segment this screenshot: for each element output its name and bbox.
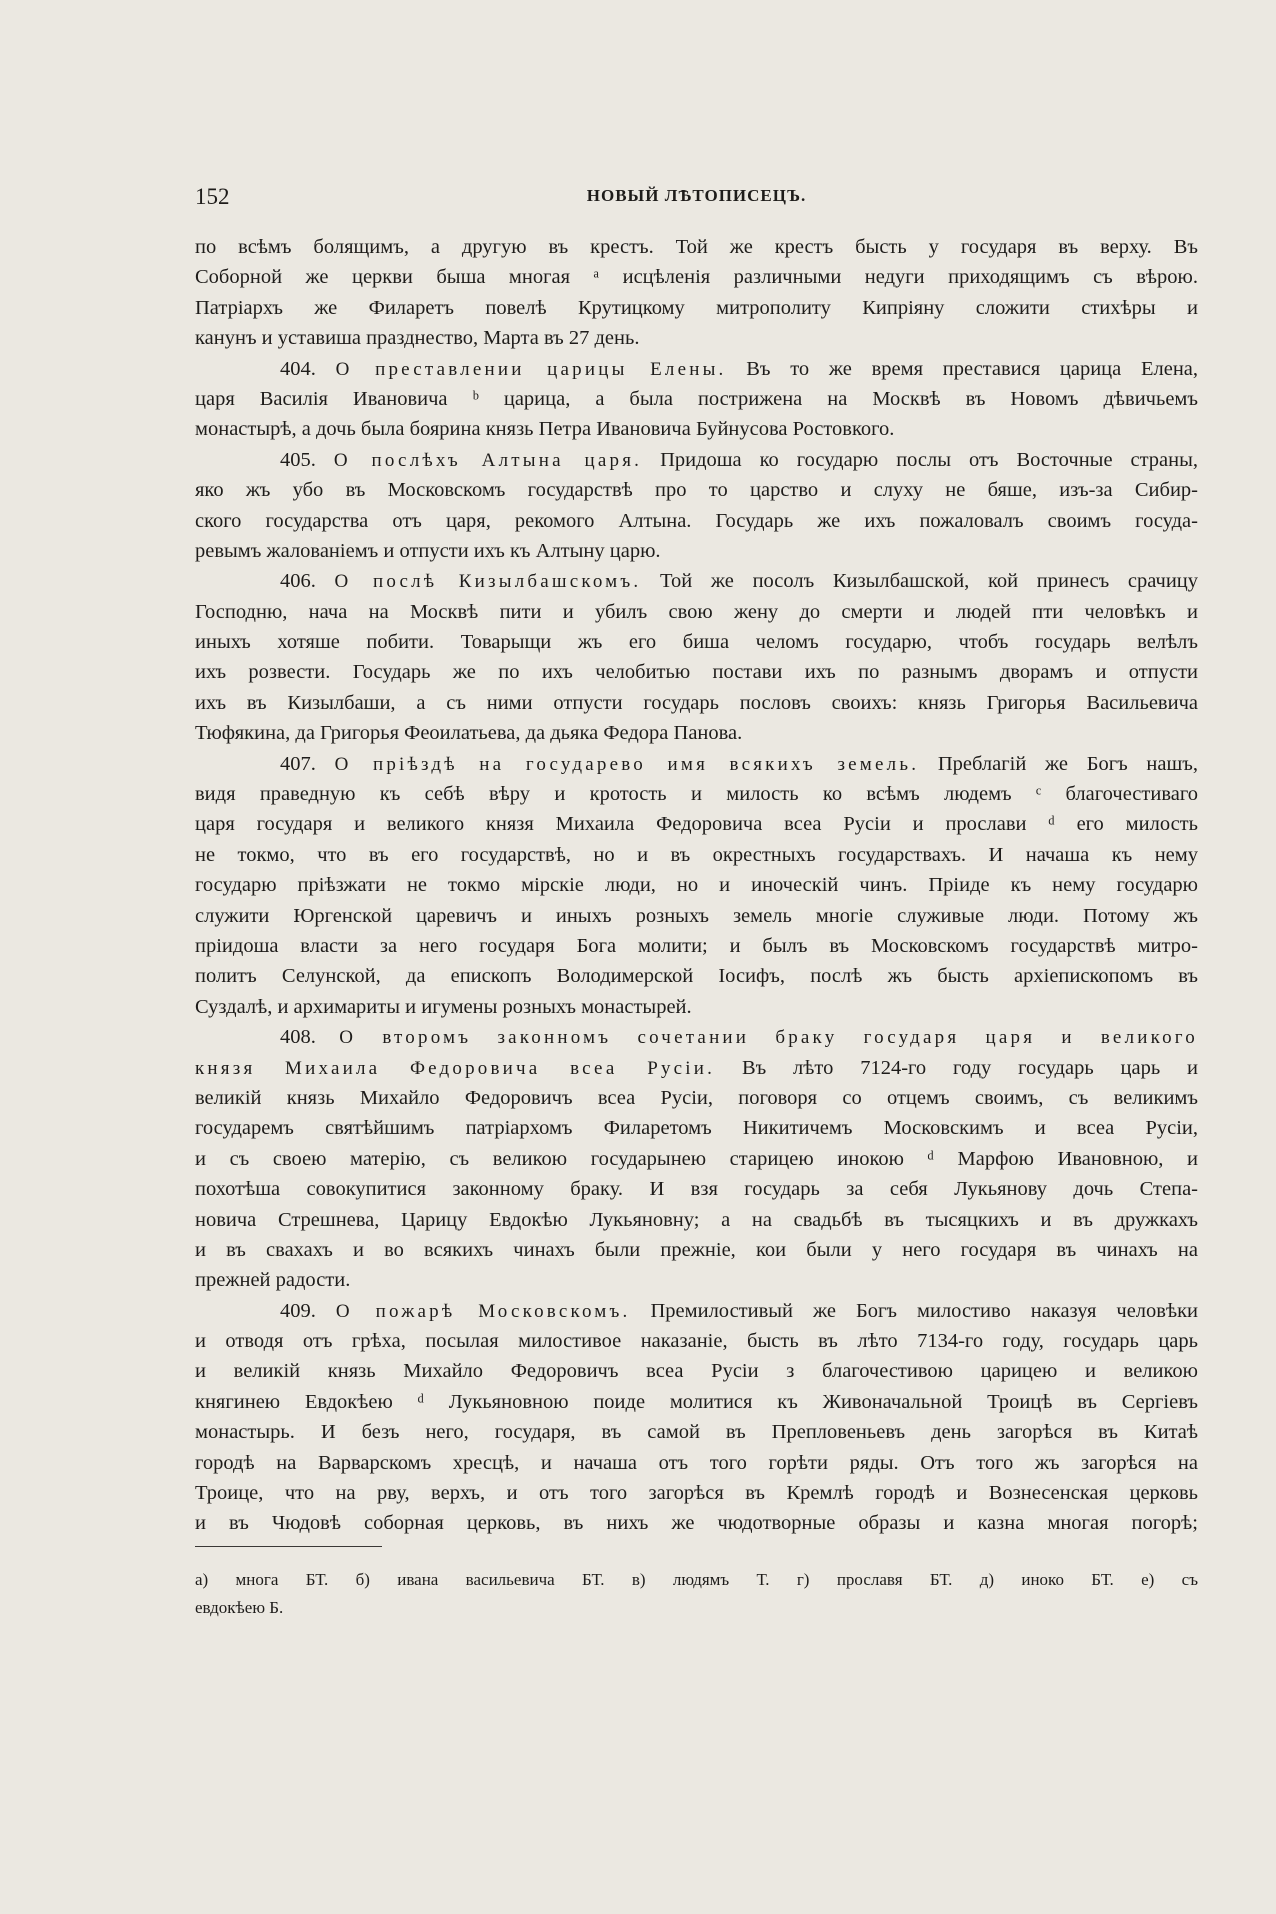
text-line: ского государства отъ царя, рекомого Алтына. Государь же ихъ пожаловалъ своимъ госуда- [195,509,1198,532]
text-line: и великій князь Михайло Федоровичъ всеа Русіи з благочестивою царицею и великою [195,1360,1198,1383]
text-line: новича Стрешнева, Царицу Евдокѣю Лукьяновну; а на свадьбѣ въ тысяцкихъ и въ дружкахъ [195,1208,1198,1231]
entry-number: 409. [280,1299,316,1322]
text-line: политъ Селунской, да епископъ Володимерской Iосифъ, послѣ жъ бысть архіепископомъ въ [195,965,1198,988]
entry-number: 406. [280,570,316,593]
entry-number: 404. [280,357,316,380]
footnotes [195,1566,1198,1622]
entry-first-line [195,749,1198,779]
text-line: монастырь. И безъ него, государя, въ самой въ Препловеньевъ день загорѣся въ Китаѣ [195,1421,1198,1444]
entry-text: Въ лѣто 7124-го году государь царь и [741,1056,1198,1079]
text-line: Троице, что на рву, верхъ, и отъ того загорѣся въ Кремлѣ городѣ и Вознесенская церковь [195,1482,1198,1505]
entry-heading: О преставлении царицы Елены. [335,358,727,380]
body-text [195,232,1198,1539]
text-line: по всѣмъ болящимъ, а другую въ крестъ. Той же крестъ бысть у государя въ верху. Въ [195,236,1198,258]
text-line: Патріархъ же Филаретъ повелѣ Крутицкому митрополиту Кипріяну сложити стихѣры и [195,296,1198,319]
entry-second-line [195,1053,1198,1083]
entry-heading: О послѣхъ Алтына царя. [333,449,643,471]
text-line: Суздалѣ, и архимариты и игумены розныхъ монастырей. [195,995,692,1018]
text-line: прежней радости. [195,1269,351,1292]
text-line: служити Юргенской царевичъ и иныхъ розныхъ земель многіе служивые люди. Потому жъ [195,904,1198,927]
entry-text: Въ то же время преставися царица Елена, [746,357,1199,380]
text-line: государю пріѣзжати не токмо мірскіе люди, но и иноческій чинъ. Пріиде къ нему государю [195,874,1198,897]
entry-first-line [195,1296,1198,1326]
entry-first-line [195,566,1198,596]
entry-text: Придоша ко государю послы отъ Восточные страны, [660,448,1199,471]
text-line: ревымъ жалованіемъ и отпусти ихъ къ Алтыну царю. [195,539,661,562]
entry-text: Премилостивый же Богъ милостиво наказуя человѣки [650,1299,1199,1322]
entry-heading-continued: князя Михаила Федоровича всеа Русіи. [195,1057,716,1079]
text-line: канунъ и уставиша празднество, Марта въ 27 день. [195,327,640,350]
page-number: 152 [195,184,230,209]
text-line: не токмо, что въ его государствѣ, но и въ окрестныхъ государствахъ. И начаша къ нему [195,843,1198,866]
text-line: монастырѣ, а дочь была боярина князь Петра Ивановича Буйнусова Ростовкого. [195,418,895,441]
entry-heading: О послѣ Кизылбашскомъ. [334,571,642,593]
text-line: иныхъ хотяше побити. Товарыщи жъ его биша челомъ государю, чтобъ государь велѣлъ [195,631,1198,654]
text-line: и въ Чюдовѣ соборная церковь, въ нихъ же чюдотворные образы и казна многая погорѣ; [195,1512,1198,1535]
text-line: ихъ розвести. Государь же по ихъ челобитью постави ихъ по разнымъ дворамъ и отпусти [195,661,1198,684]
text-line: и въ свахахъ и во всякихъ чинахъ были прежніе, кои были у него государя въ чинахъ на [195,1238,1198,1261]
text-line: великій князь Михайло Федоровичъ всеа Русіи, поговоря со отцемъ своимъ, съ великимъ [195,1086,1198,1109]
footnote-line: а) многа БТ. б) ивана васильевича БТ. в) людямъ Т. г) прославя БТ. д) иноко БТ. е) съ [195,1570,1198,1589]
text-line: городѣ на Варварскомъ хресцѣ, и начаша отъ того горѣти ряды. Отъ того жъ загорѣся на [195,1451,1198,1474]
page-header [195,184,1198,214]
text-line: Господню, нача на Москвѣ пити и убилъ свою жену до смерти и людей пти человѣкъ и [195,600,1198,623]
entry-first-line [195,1022,1198,1052]
text-line: видя праведную къ себѣ вѣру и кротость и милость ко всѣмъ людемъ ᶜ благочестиваго [195,783,1198,806]
entry-first-line [195,354,1198,384]
entry-heading: О второмъ законномъ сочетании браку государя царя и великого [339,1027,1198,1049]
entry-number: 408. [280,1026,316,1049]
entry-number: 405. [280,448,316,471]
text-line: государемъ святѣйшимъ патріархомъ Филаретомъ Никитичемъ Московскимъ и всеа Русіи, [195,1117,1198,1140]
entry-heading: О пожарѣ Московскомъ. [335,1300,631,1322]
entry-text: Той же посолъ Кизылбашской, кой принесъ срачицу [660,570,1199,593]
text-line: Соборной же церкви быша многая ᵃ исцѣленія различными недуги приходящимъ съ вѣрою. [195,266,1198,289]
entry-text: Преблагій же Богъ нашъ, [937,752,1198,775]
text-line: похотѣша совокупитися законному браку. И взя государь за себя Лукьянову дочь Степа- [195,1178,1198,1201]
text-line: Тюфякина, да Григорья Феоилатьева, да дьяка Федора Панова. [195,722,743,745]
footnote-line: евдокѣею Б. [195,1598,284,1617]
entry-number: 407. [280,752,316,775]
footnote-divider [195,1546,382,1547]
entry-first-line [195,445,1198,475]
text-line: царя государя и великого князя Михаила Федоровича всеа Русіи и прослави ᵈ его милость [195,813,1198,836]
text-line: княгинею Евдокѣею ᵈ Лукьяновною поиде молитися къ Живоначальной Троицѣ въ Сергіевъ [195,1390,1198,1413]
text-line: и съ своею матерію, съ великою государынею старицею инокою ᵈ Марфою Ивановною, и [195,1147,1198,1170]
text-line: яко жъ убо въ Московскомъ государствѣ про то царство и слуху не бяше, изъ-за Сибир- [195,479,1198,502]
text-line: ихъ въ Кизылбаши, а съ ними отпусти государь пословъ своихъ: князь Григорья Васильевича [195,691,1198,714]
text-line: пріидоша власти за него государя Бога молити; и былъ въ Московскомъ государствѣ митро- [195,934,1198,957]
running-title: НОВЫЙ ЛѢТОПИСЕЦЪ. [586,186,807,205]
entry-heading: О пріѣздѣ на государево имя всякихъ земель. [334,753,920,775]
text-line: и отводя отъ грѣха, посылая милостивое наказаніе, бысть въ лѣто 7134-го году, государь царь [195,1330,1198,1353]
text-line: царя Василія Ивановича ᵇ царица, а была пострижена на Москвѣ въ Новомъ дѣвичьемъ [195,387,1198,410]
